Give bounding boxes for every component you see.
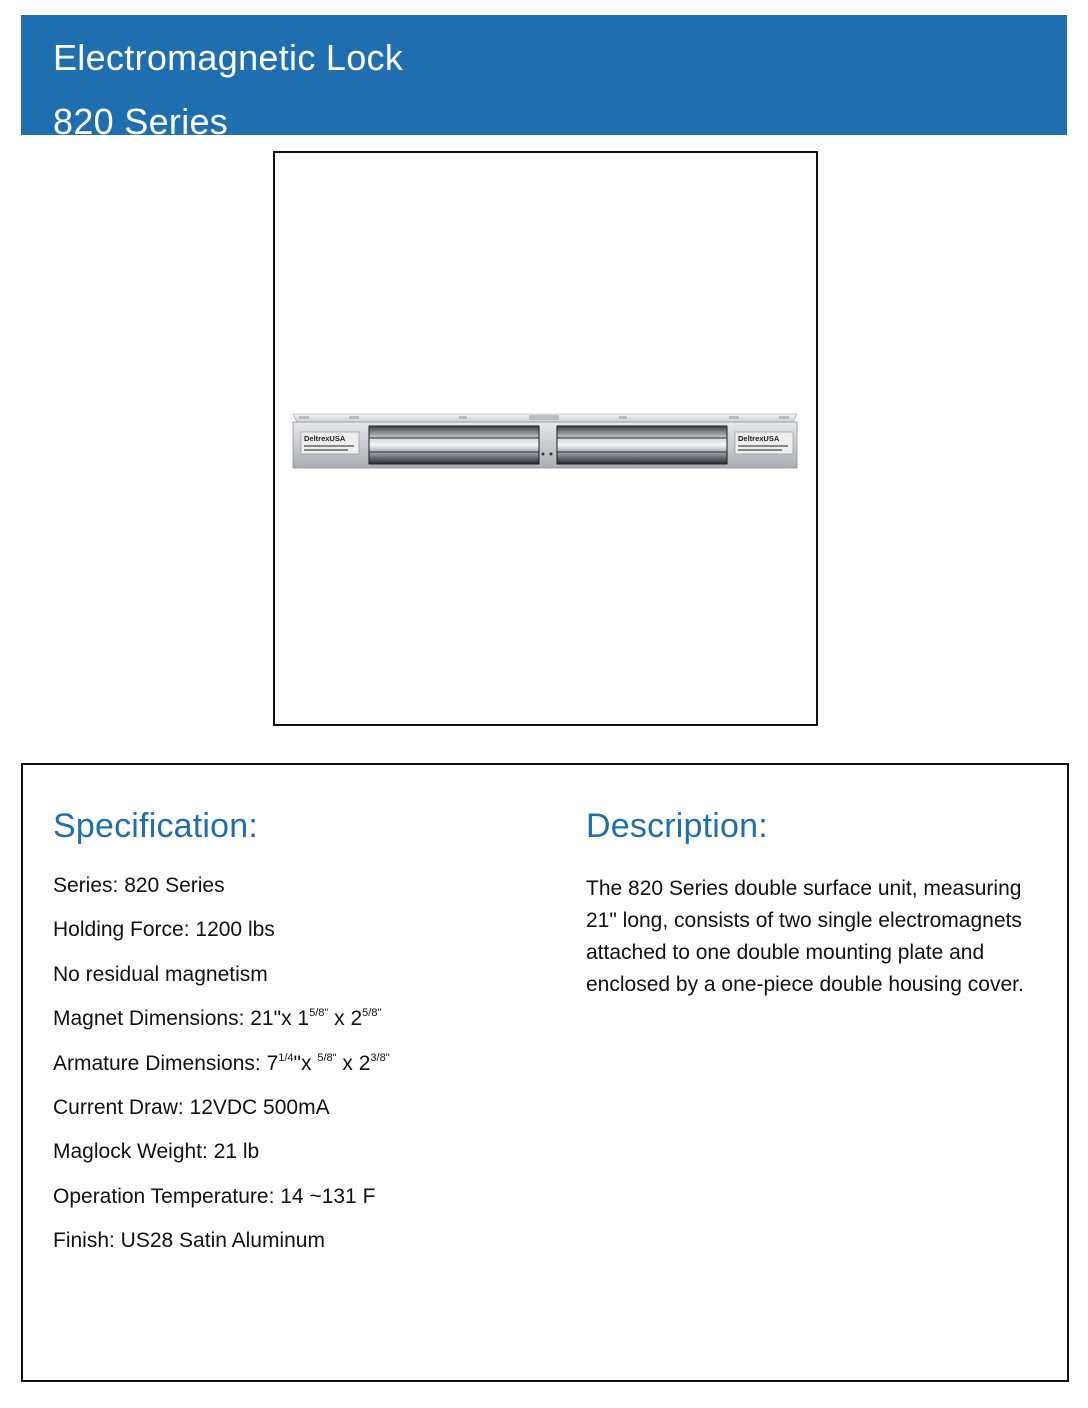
specification-list bbox=[53, 873, 553, 1273]
magnet-dimensions-fraction-1: 5/8" bbox=[309, 1007, 329, 1020]
description-heading: Description: bbox=[586, 807, 768, 845]
armature-dimensions-separator-1: "x bbox=[293, 1051, 318, 1075]
armature-dimensions-separator-2: x 2 bbox=[336, 1051, 371, 1075]
magnet-dimensions-label: Magnet Dimensions: 21"x 1 bbox=[53, 1007, 310, 1031]
title-banner bbox=[21, 15, 1067, 142]
magnet-dimensions-fraction-2: 5/8" bbox=[362, 1007, 382, 1020]
page-title: Electromagnetic Lock bbox=[53, 37, 404, 78]
armature-dimensions-fraction-2: 5/8" bbox=[317, 1051, 337, 1064]
spec-armature-dimensions bbox=[53, 1051, 553, 1095]
armature-dimensions-fraction-1: 1/4 bbox=[278, 1051, 294, 1064]
specification-heading: Specification: bbox=[53, 807, 259, 845]
magnet-dimensions-separator: x 2 bbox=[328, 1007, 363, 1031]
spec-finish: Finish: US28 Satin Aluminum bbox=[53, 1229, 325, 1253]
brand-label-right: DeltrexUSA bbox=[738, 434, 780, 443]
details-panel bbox=[21, 763, 1069, 1382]
description-text: The 820 Series double surface unit, measuring 21" long, consists of two single electromagnets attached to one double mounting plate and enclosed by a one-piece double housing cover. bbox=[586, 877, 1024, 996]
spec-holding-force: Holding Force: 1200 lbs bbox=[53, 918, 275, 942]
spec-current-draw: Current Draw: 12VDC 500mA bbox=[53, 1095, 330, 1119]
spec-weight: Maglock Weight: 21 lb bbox=[53, 1140, 260, 1164]
brand-label-left: DeltrexUSA bbox=[304, 434, 346, 443]
product-image-frame bbox=[273, 151, 818, 726]
electromagnetic-lock-photo bbox=[289, 408, 801, 473]
spec-residual-magnetism: No residual magnetism bbox=[53, 962, 268, 986]
spec-temperature: Operation Temperature: 14 ~131 F bbox=[53, 1184, 376, 1208]
page-subtitle: 820 Series bbox=[53, 101, 229, 142]
armature-dimensions-fraction-3: 3/8" bbox=[370, 1051, 390, 1064]
armature-dimensions-label: Armature Dimensions: 7 bbox=[53, 1051, 279, 1075]
spec-magnet-dimensions bbox=[53, 1006, 553, 1050]
spec-series: Series: 820 Series bbox=[53, 874, 225, 897]
